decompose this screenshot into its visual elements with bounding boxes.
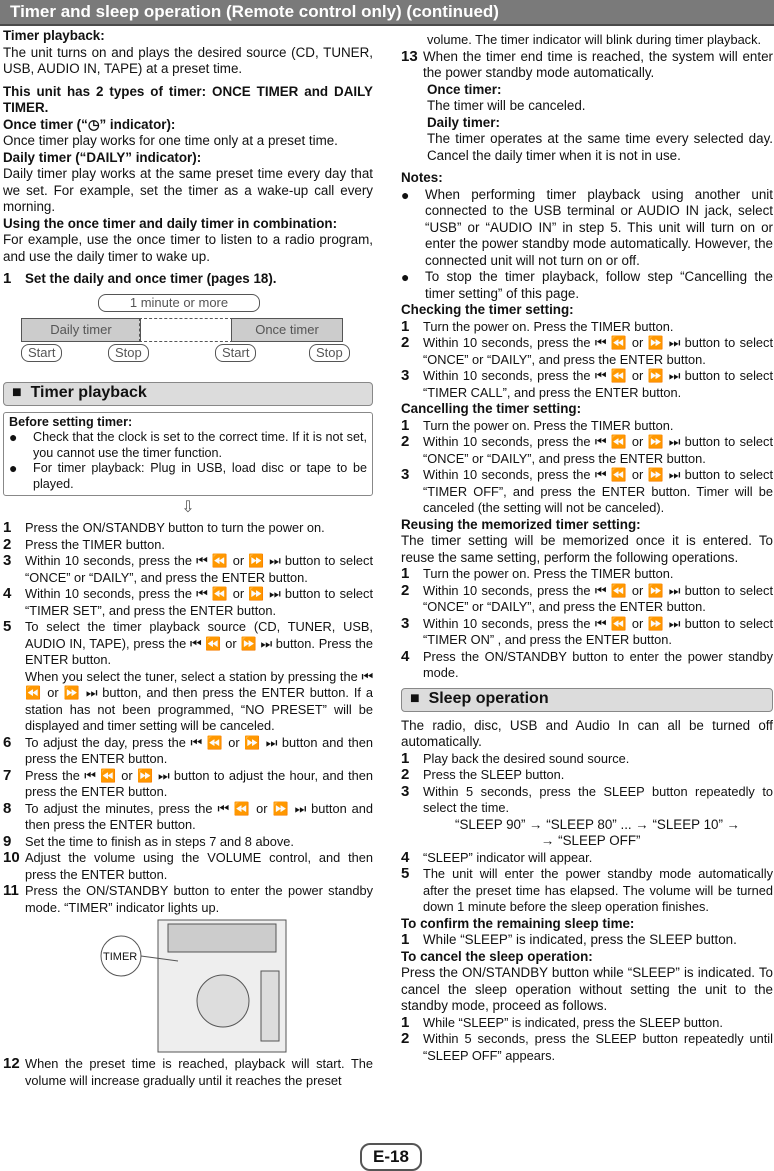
confirm-step: 1 While “SLEEP” is indicated, press the SLEEP button. [401,931,737,948]
step-item: 2 Within 5 seconds, press the SLEEP button repeatedly until “SLEEP OFF” appears. [401,1030,773,1063]
step-item: 2 Press the SLEEP button. [401,766,565,783]
daily-h: Daily timer: [427,114,500,130]
before-setting-box: Before setting timer: ● Check that the clock is set to the correct time. If it is not set, you cannot use the timer function. ● For timer playback: Plug in USB, load disc or tape to be played. [3,412,373,497]
timer-playback-heading: Timer playback: [3,28,105,43]
timer-playback-text: The unit turns on and plays the desired source (CD, TUNER, USB, AUDIO IN, TAPE) at a preset time. [3,44,373,76]
before-bullet-1: Check that the clock is set to the correct time. If it is not set, you cannot use the timer function. [33,430,367,460]
step-item: 2 Within 10 seconds, press the ⏮ ⏪ or ⏩ ⏭ button to select “ONCE” or “DAILY”, and press the ENTER button. [401,581,773,614]
notes-heading: Notes: [401,170,443,185]
right-column: volume. The timer indicator will blink during timer playback. 13 When the timer end time is reached, the system will enter the power standby mode automatically. Once timer: The timer will be canceled. Daily timer: The timer operates at the same time every selected day. Cancel the daily timer when it is not in use. Notes: ● When performing timer playback using another unit connected to the USB terminal or AUDIO IN jack, select “USB” or “AUDIO IN” in step 5. This unit will turn on or enter the power standby mode automatically. However, the connected unit will not turn on or off. ● To stop the timer playback, follow step “Cancelling the timer setting” of this page. Checking the timer setting: 1 Turn the power on. Press the TIMER button. 2 Within 10 seconds, press the ⏮ ⏪ or ⏩ ⏭ button to select “ONCE” or “DAILY”, and press the ENTER button. 3 Within 10 seconds, press the ⏮ ⏪ or ⏩ ⏭ button to select “TIMER CALL”, and press the ENTER button. Cancelling the timer setting: 1 Turn the power on. Press the TIMER button. 2 Within 10 seconds, press the ⏮ ⏪ or ⏩ ⏭ button to select “ONCE” or “DAILY”, and press the ENTER button. 3 Within 10 seconds, press the ⏮ ⏪ or ⏩ ⏭ button to select “TIMER OFF”, and press the ENTER button. Timer will be canceled (the setting will not be canceled). Reusing the memorized timer setting: The timer setting will be memorized once it is entered. To reuse the same setting, perform the following operations. 1 Turn the power on. Press the TIMER button. 2 Within 10 seconds, press the ⏮ ⏪ or ⏩ ⏭ button to select “ONCE” or “DAILY”, and press the ENTER button. 3 Within 10 seconds, press the ⏮ ⏪ or ⏩ ⏭ button to select “TIMER ON” , and press the ENTER button. 4 Press the ON/STANDBY button to enter the power standby mode. ■ Sleep operation The radio, disc, USB and Audio In can all be turned off automatically. 1 Play back the desired sound source. 2 Press the SLEEP button. 3 Within 5 seconds, press the SLEEP button repeatedly to select the time. “SLEEP 90” → “SLEEP 80” ... → “SLEEP 10” → → “SLEEP OFF” 4 “SLEEP” indicator will appear. 5 The unit will enter the power standby mode automatically after the preset time has elapsed. The volume will be turned down 1 minute before the sleep operation finishes. To confirm the remaining sleep time: 1 While “SLEEP” is indicated, press the SLEEP button. To cancel the sleep operation: Press the ON/STANDBY button while “SLEEP” is indicated. To cancel the sleep operation without setting the unit to the standby mode, proceed as follows. 1 While “SLEEP” is indicated, press the SLEEP button. 2 Within 5 seconds, press the SLEEP button repeatedly until “SLEEP OFF” appears. [401,32,773,1063]
step-item: 1 Play back the desired sound source. [401,749,630,767]
before-bullet-2: For timer playback: Plug in USB, load disc or tape to be played. [33,461,367,491]
step-item: 4 “SLEEP” indicator will appear. [401,848,593,866]
step-item: 2 Within 10 seconds, press the ⏮ ⏪ or ⏩ ⏭ button to select “ONCE” or “DAILY”, and press the ENTER button. [401,334,773,367]
page-title: Timer and sleep operation (Remote control only) (continued) [10,2,499,21]
reuse-heading: Reusing the memorized timer setting: [401,516,641,532]
start2-label: Start [215,344,256,363]
page-number: E-18 [360,1143,422,1171]
combination-heading: Using the once timer and daily timer in combination: [3,215,338,231]
start1-label: Start [21,344,62,363]
gap-span [139,318,233,342]
daily-timer-text: Daily timer play works at the same preset time every day that we set. For example, set the timer as a wake-up call every morning. [3,166,373,214]
step-item: 2 Press the TIMER button. [3,535,165,553]
sleep-intro: The radio, disc, USB and Audio In can all be turned off automatically. [401,717,773,749]
sleep-sequence-2: → “SLEEP OFF” [541,833,641,848]
daily-timer-bar: Daily timer [21,318,141,342]
step-item: 5 The unit will enter the power standby mode automatically after the preset time has elapsed. The volume will be turned down 1 minute before the sleep operation finishes. [401,865,773,914]
sleep-sequence-1: “SLEEP 90” → “SLEEP 80” ... → “SLEEP 10” → [455,816,741,832]
combination-text: For example, use the once timer to listen to a radio program, and use the daily timer to wake up. [3,232,373,264]
step-item: 4 Press the ON/STANDBY button to enter the power standby mode. [401,647,773,680]
step-item: 1 While “SLEEP” is indicated, press the SLEEP button. [401,1013,723,1031]
step-item: 3 Within 10 seconds, press the ⏮ ⏪ or ⏩ ⏭ button to select “TIMER CALL”, and press the ENTER button. [401,367,773,400]
gap-label: 1 minute or more [98,294,260,312]
daily-t: The timer operates at the same time every selected day. Cancel the daily timer when it is not in use. [427,131,773,163]
reuse-text: The timer setting will be memorized once it is entered. To reuse the same setting, perform the following operations. [401,533,773,565]
daily-timer-heading: Daily timer (“DAILY” indicator): [3,149,202,165]
step-item: When you select the tuner, select a station by pressing the ⏮ ⏪ or ⏩ ⏭ button, and then press the ENTER button. If a station has not been programmed, “NO PRESET” will be displayed and timer setting will be canceled. [25,668,373,733]
section-sleep-operation: ■ Sleep operation [401,688,773,712]
before-setting-heading: Before setting timer: [9,414,133,429]
step-item: 1 Turn the power on. Press the TIMER button. [401,317,674,335]
cancel-sleep-text: Press the ON/STANDBY button while “SLEEP” is indicated. To cancel the sleep operation without setting the unit to the standby mode, proceed as follows. [401,965,773,1013]
page-header [0,0,774,26]
timer-types-text: This unit has 2 types of timer: ONCE TIMER and DAILY TIMER. [3,83,373,115]
timeline-diagram [3,288,373,376]
step-13: 13 When the timer end time is reached, the system will enter the power standby mode automatically. [401,47,773,80]
step-12: 12 When the preset time is reached, playback will start. The volume will increase gradually until it reaches the preset [3,1055,373,1088]
timer-indicator-label: TIMER [103,951,138,963]
step-item: 1 Turn the power on. Press the TIMER button. [401,565,674,582]
down-arrow-icon: ⇩ [181,499,195,516]
step-item: 5 To select the timer playback source (CD, TUNER, USB, AUDIO IN, TAPE), press the ⏮ ⏪ or ⏩ ⏭ button. Press the ENTER button. [3,618,373,667]
note-2: To stop the timer playback, follow step “Cancelling the timer setting” of this page. [425,269,773,301]
step-item: 4 Within 10 seconds, press the ⏮ ⏪ or ⏩ ⏭ button to select “TIMER SET”, and press the ENTER button. [3,585,373,618]
check-steps [401,319,773,402]
step-item: 7 Press the ⏮ ⏪ or ⏩ ⏭ button to adjust the hour, and then press the ENTER button. [3,766,373,799]
unit-illustration [3,916,373,1056]
left-column [3,28,373,1089]
note-1: When performing timer playback using another unit connected to the USB terminal or AUDIO IN jack, select “USB” or “AUDIO IN” in step 5. This unit will turn on or enter the power standby mode automatically. However, the connected unit will not turn on or off. [425,186,773,268]
step-item: 10 Adjust the volume using the VOLUME control, and then press the ENTER button. [3,849,373,882]
sleep-steps [401,751,773,817]
cancel-heading: Cancelling the timer setting: [401,401,582,416]
stop2-label: Stop [309,344,350,363]
sleep-steps-2 [401,850,773,916]
step-set-daily-once: 1 Set the daily and once timer (pages 18). [3,270,277,287]
step-item: 3 Within 10 seconds, press the ⏮ ⏪ or ⏩ ⏭ button to select “ONCE” or “DAILY”, and press the ENTER button. [3,552,373,585]
timer-steps [3,520,373,916]
step12-continued: volume. The timer indicator will blink during timer playback. [427,32,762,47]
step-item: 3 Within 5 seconds, press the SLEEP button repeatedly to select the time. [401,782,773,815]
check-heading: Checking the timer setting: [401,302,574,317]
step-item: 8 To adjust the minutes, press the ⏮ ⏪ or ⏩ ⏭ button and then press the ENTER button. [3,799,373,832]
step-item: 2 Within 10 seconds, press the ⏮ ⏪ or ⏩ ⏭ button to select “ONCE” or “DAILY”, and press the ENTER button. [401,433,773,466]
section-timer-playback: ■ Timer playback [3,382,373,406]
step-item: 3 Within 10 seconds, press the ⏮ ⏪ or ⏩ ⏭ button to select “TIMER ON” , and press the ENTER button. [401,614,773,647]
step-item: 1 Turn the power on. Press the TIMER button. [401,416,674,434]
cancel-sleep-steps [401,1015,773,1065]
once-h: Once timer: [427,81,502,97]
cancel-sleep-heading: To cancel the sleep operation: [401,948,593,964]
step-item: 9 Set the time to finish as in steps 7 and 8 above. [3,832,294,850]
step-item: 11 Press the ON/STANDBY button to enter the power standby mode. “TIMER” indicator lights up. [3,882,373,915]
step-item: 6 To adjust the day, press the ⏮ ⏪ or ⏩ ⏭ button and then press the ENTER button. [3,733,373,766]
step-item: 1 Press the ON/STANDBY button to turn the power on. [3,519,325,536]
cancel-steps [401,418,773,517]
confirm-heading: To confirm the remaining sleep time: [401,915,635,931]
stop1-label: Stop [108,344,149,363]
step-item: 3 Within 10 seconds, press the ⏮ ⏪ or ⏩ ⏭ button to select “TIMER OFF”, and press the ENTER button. Timer will be canceled (the setting will not be canceled). [401,466,773,515]
once-timer-bar: Once timer [231,318,343,342]
once-timer-heading: Once timer (“◷” indicator): [3,116,176,132]
once-t: The timer will be canceled. [427,98,586,113]
once-timer-text: Once timer play works for one time only at a preset time. [3,133,338,148]
reuse-steps [401,566,773,682]
